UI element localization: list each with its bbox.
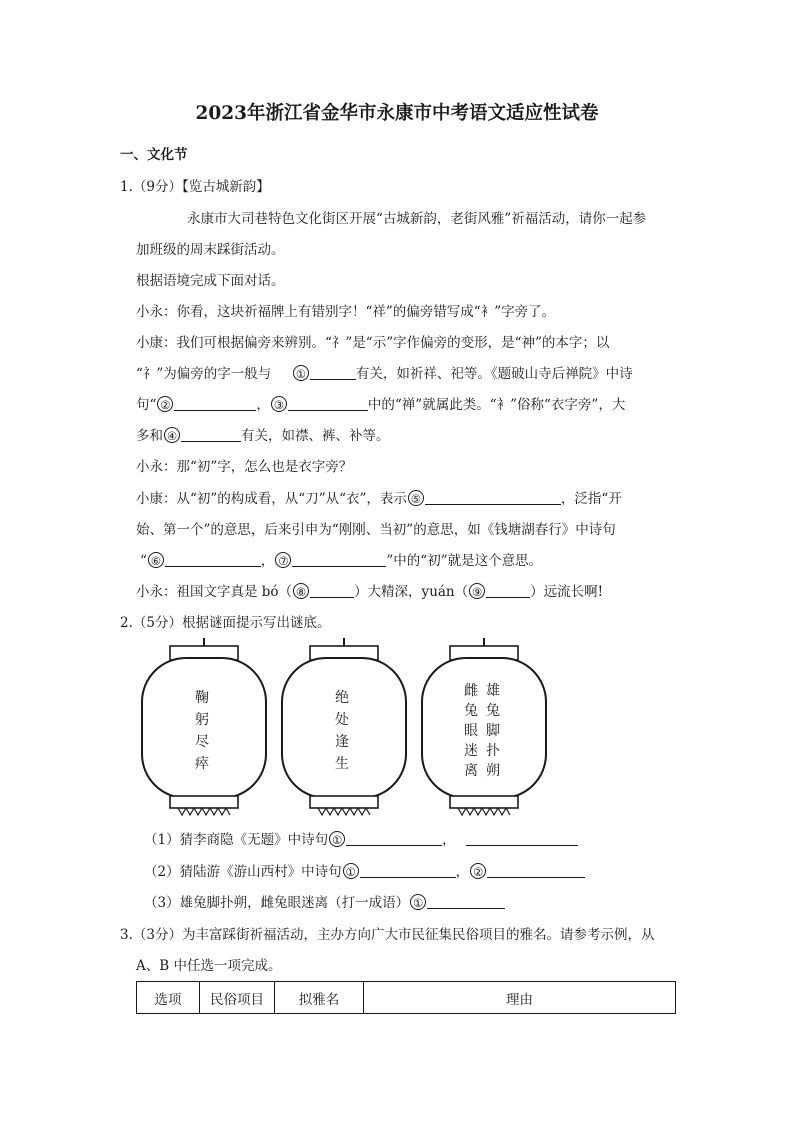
- lantern3-char: 兔: [464, 703, 478, 719]
- q1-dialogue-2d: [136, 426, 390, 446]
- lantern3-char: 雌: [464, 683, 478, 699]
- q2-text: （2）猜陆游《游山西村》中诗句: [144, 864, 342, 880]
- q1-intro-line1: 永康市大司巷特色文化街区开展“古城新韵，老街风雅”祈福活动，请你一起参: [187, 211, 647, 227]
- lantern2-char: 逢: [335, 734, 349, 750]
- q2-text: ，: [442, 832, 456, 848]
- blank-number: ②: [470, 863, 486, 879]
- q1-text: 有关，如襟、裤、补等。: [241, 428, 390, 444]
- q2-text: （1）猜李商隐《无题》中诗句: [144, 832, 329, 848]
- q1-text: 小康：从“初”的构成看，从“刀”从“衣”，表示: [136, 491, 407, 507]
- q1-text: 小永：祖国文字真是 bó（: [136, 584, 293, 600]
- table-header-cell: 民俗项目: [200, 982, 275, 1014]
- options-table: [136, 981, 676, 1014]
- blank-number: ①: [329, 831, 345, 847]
- blank-number-7: ⑦: [275, 552, 291, 568]
- lantern3-char: 朔: [486, 763, 500, 779]
- lantern3-char: 脚: [486, 723, 500, 739]
- table-header-cell: 选项: [137, 982, 200, 1014]
- blank-number-8: ⑧: [293, 583, 309, 599]
- q2-heading: 2.（5分）根据谜面提示写出谜底。: [120, 615, 331, 631]
- answer-blank[interactable]: [346, 830, 442, 846]
- q2-sub-2: [144, 862, 585, 882]
- q1-text: “: [140, 553, 147, 569]
- q1-text: 句“: [136, 397, 157, 413]
- lantern1-char: 躬: [195, 712, 209, 728]
- answer-blank[interactable]: [427, 893, 505, 909]
- answer-blank-2[interactable]: [174, 395, 256, 411]
- answer-blank-5[interactable]: [425, 489, 561, 505]
- answer-blank-6[interactable]: [165, 551, 261, 567]
- q1-dialogue-2a: 小康：我们可根据偏旁来辨别。“礻”是“示”字作偏旁的变形，是“神”的本字；以: [136, 335, 610, 351]
- q1-text: ，泛指“开: [560, 491, 622, 507]
- lantern3-char: 迷: [464, 743, 478, 759]
- q2-text: （3）雄兔脚扑朔，雌兔眼迷离（打一成语）: [144, 895, 410, 911]
- page-title: 2023年浙江省金华市永康市中考语文适应性试卷: [195, 103, 599, 124]
- blank-number-1: ①: [293, 365, 309, 381]
- table-header-cell: 拟雅名: [275, 982, 364, 1014]
- q1-text: ）大精深，yuán（: [354, 584, 469, 600]
- q1-text: ）远流长啊!: [530, 584, 604, 600]
- answer-blank-9[interactable]: [486, 582, 530, 598]
- lantern3-char: 眼: [464, 723, 478, 739]
- lantern2-char: 处: [335, 712, 349, 728]
- blank-number: ①: [343, 863, 359, 879]
- q1-intro-line2: 加班级的周末踩街活动。: [136, 242, 285, 258]
- blank-number-2: ②: [157, 396, 173, 412]
- q1-dialogue-4a: [136, 489, 622, 509]
- table-header-cell: 理由: [364, 982, 676, 1014]
- lantern1-char: 尽: [195, 734, 209, 750]
- q1-text: ，: [256, 397, 270, 413]
- blank-number-9: ⑨: [469, 583, 485, 599]
- q2-sub-3: [144, 893, 505, 913]
- answer-blank-8[interactable]: [310, 582, 354, 598]
- q1-text: 多和: [136, 428, 163, 444]
- q1-heading: 1.（9分）【览古城新韵】: [120, 179, 270, 195]
- q1-dialogue-4b: 始、第一个”的意思，后来引申为“刚刚、当初”的意思，如《钱塘湖春行》中诗句: [136, 522, 616, 538]
- q3-heading-line1: 3.（3分）为丰富踩街祈福活动，主办方向广大市民征集民俗项目的雅名。请参考示例，从: [120, 927, 655, 943]
- q1-dialogue-3: 小永：那“初”字，怎么也是衣字旁？: [136, 459, 353, 475]
- answer-blank-4[interactable]: [181, 426, 241, 442]
- q1-dialogue-2b: [136, 364, 633, 384]
- blank-number-3: ③: [271, 396, 287, 412]
- q2-sub-1: [144, 830, 578, 850]
- lantern-illustration-3: [418, 638, 550, 816]
- q1-dialogue-2c: [136, 395, 625, 415]
- lantern1-char: 瘁: [195, 756, 209, 772]
- lantern3-char: 离: [464, 763, 478, 779]
- q1-text: ”中的“初”就是这个意思。: [386, 553, 543, 569]
- table-header-row: [137, 982, 676, 1014]
- lantern2-char: 绝: [335, 690, 349, 706]
- lantern3-char: 雄: [486, 683, 500, 699]
- blank-number-6: ⑥: [148, 552, 164, 568]
- answer-blank-7[interactable]: [292, 551, 386, 567]
- q2-text: ，: [455, 864, 470, 880]
- lantern2-char: 生: [335, 756, 349, 772]
- lantern3-char: 兔: [486, 703, 500, 719]
- answer-blank-1[interactable]: [310, 364, 356, 380]
- answer-blank[interactable]: [466, 830, 578, 846]
- blank-number: ①: [410, 894, 426, 910]
- q1-text: 中的“禅”就属此类。“衤”俗称“衣字旁”，大: [367, 397, 626, 413]
- answer-blank[interactable]: [360, 862, 456, 878]
- lantern1-char: 鞠: [195, 690, 209, 706]
- q1-dialogue-5: [136, 582, 603, 602]
- lantern3-char: 扑: [486, 743, 500, 759]
- blank-number-5: ⑤: [408, 490, 424, 506]
- section-heading: 一、文化节: [120, 147, 188, 163]
- answer-blank[interactable]: [487, 862, 585, 878]
- q1-text: “礻”为偏旁的字一般与: [136, 366, 272, 382]
- q1-instruction: 根据语境完成下面对话。: [136, 273, 285, 289]
- q1-text: 有关，如祈祥、祀等。《题破山寺后禅院》中诗: [355, 366, 633, 382]
- q1-dialogue-4c: [136, 551, 542, 571]
- q1-text: ，: [260, 553, 275, 569]
- q1-dialogue-1: 小永：你看，这块祈福牌上有错别字！“祥”的偏旁错写成“衤”字旁了。: [136, 304, 556, 320]
- q3-heading-line2: A、B 中任选一项完成。: [136, 958, 282, 974]
- answer-blank-3[interactable]: [288, 395, 368, 411]
- blank-number-4: ④: [164, 427, 180, 443]
